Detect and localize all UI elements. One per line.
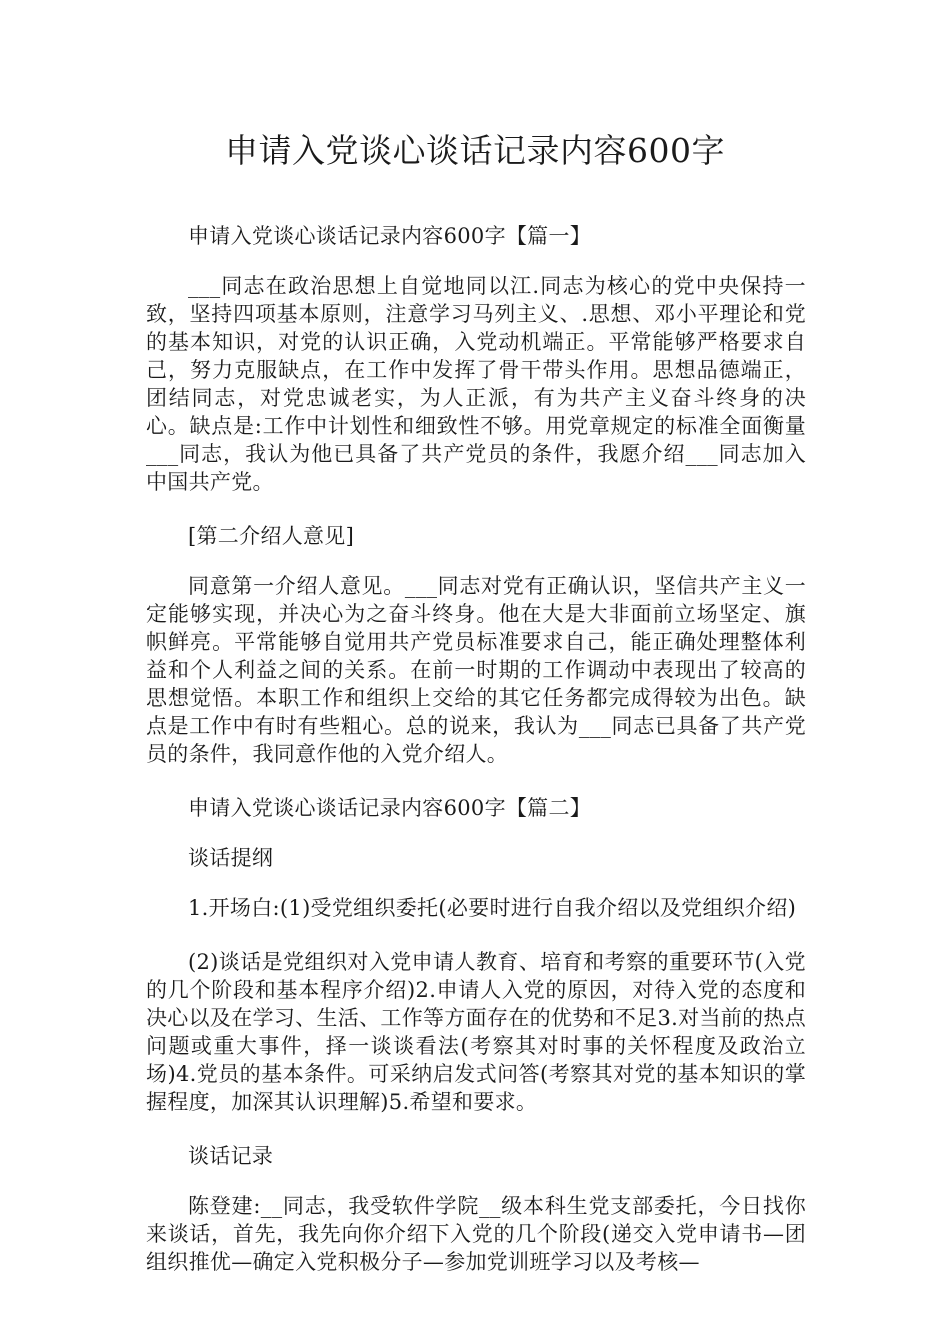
talk-outline-heading: 谈话提纲 (188, 846, 274, 870)
document-title: 申请入党谈心谈话记录内容600字 (225, 131, 725, 170)
talk-record-paragraph: 陈登建:__同志，我受软件学院__级本科生党支部委托，今日找你来谈话，首先，我先向你介绍下入党的几个阶段(递交入党申请书—团组织推优—确定入党积极分子—参加党训班学习以及考核— (146, 1194, 806, 1274)
document-body (146, 222, 806, 1302)
talk-record-heading: 谈话记录 (188, 1144, 274, 1168)
section-heading-part-two: 申请入党谈心谈话记录内容600字【篇二】 (188, 796, 592, 820)
second-introducer-opinion-paragraph: 同意第一介绍人意见。___同志对党有正确认识，坚信共产主义一定能够实现，并决心为之奋斗终身。他在大是大非面前立场坚定、旗帜鲜亮。平常能够自觉用共产党员标准要求自己，能正确处理整体利益和个人利益之间的关系。在前一时期的工作调动中表现出了较高的思想觉悟。本职工作和组织上交给的其它任务都完成得较为出色。缺点是工作中有时有些粗心。总的说来，我认为___同志已具备了共产党员的条件，我同意作他的入党介绍人。 (146, 574, 806, 766)
section-heading-part-one: 申请入党谈心谈话记录内容600字【篇一】 (188, 224, 592, 248)
outline-items-paragraph: (2)谈话是党组织对入党申请人教育、培育和考察的重要环节(入党的几个阶段和基本程序介绍)2.申请人入党的原因，对待入党的态度和决心以及在学习、生活、工作等方面存在的优势和不足3.对当前的热点问题或重大事件，择一谈谈看法(考察其对时事的关怀程度及政治立场)4.党员的基本条件。可采纳启发式问答(考察其对党的基本知识的掌握程度，加深其认识理解)5.希望和要求。 (146, 950, 806, 1114)
first-introducer-opinion-paragraph: ___同志在政治思想上自觉地同以江.同志为核心的党中央保持一致，坚持四项基本原则，注意学习马列主义、.思想、邓小平理论和党的基本知识，对党的认识正确，入党动机端正。平常能够严格要求自己，努力克服缺点，在工作中发挥了骨干带头作用。思想品德端正，团结同志，对党忠诚老实，为人正派，有为共产主义奋斗终身的决心。缺点是:工作中计划性和细致性不够。用党章规定的标准全面衡量___同志，我认为他已具备了共产党员的条件，我愿介绍___同志加入中国共产党。 (146, 274, 806, 494)
outline-item-opening: 1.开场白:(1)受党组织委托(必要时进行自我介绍以及党组织介绍) (188, 896, 797, 920)
second-introducer-heading: [第二介绍人意见] (188, 524, 355, 548)
